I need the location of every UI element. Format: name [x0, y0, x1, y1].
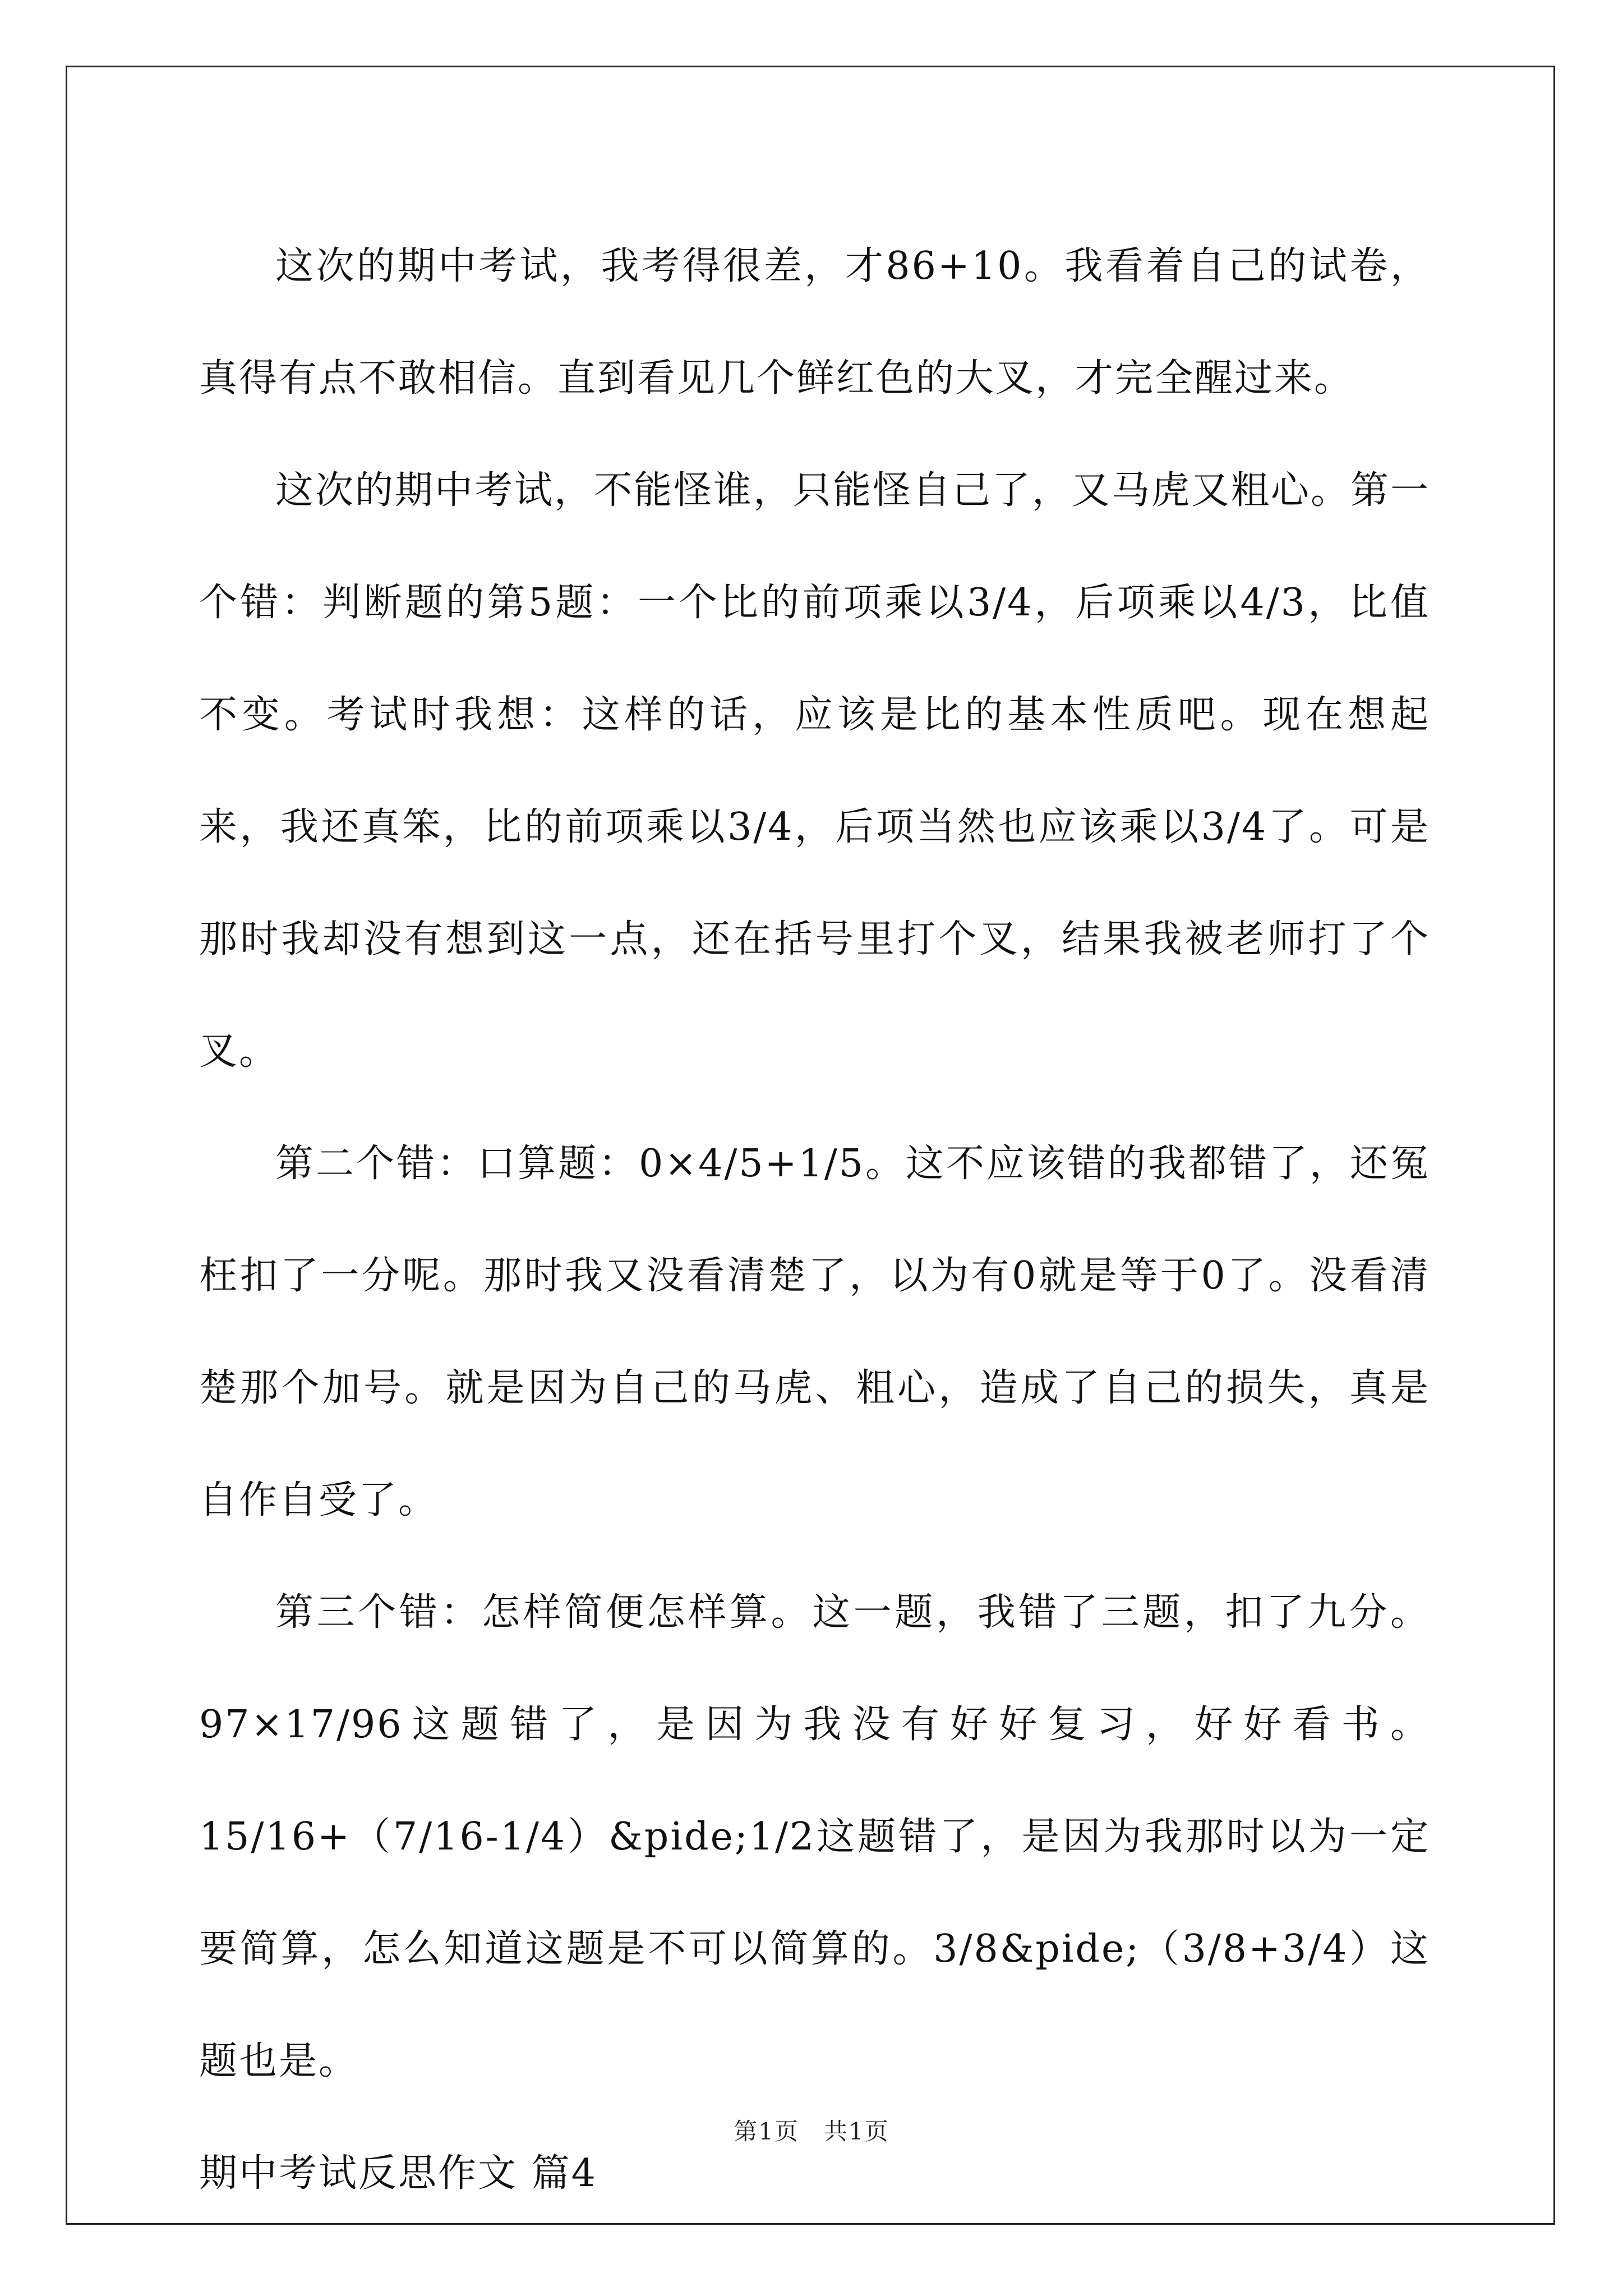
page-number-footer: 第1页 共1页: [734, 2118, 889, 2145]
paragraph-3: 第二个错：口算题：0×4/5+1/5。这不应该错的我都错了，还冤枉扣了一分呢。那时我又没看清楚了，以为有0就是等于0了。没看清楚那个加号。就是因为自己的马虎、粗心，造成了自己的损失，真是自作自受了。: [199, 1142, 1430, 1522]
section-heading: 期中考试反思作文 篇4: [199, 2151, 597, 2196]
paragraph-2: 这次的期中考试，不能怪谁，只能怪自己了，又马虎又粗心。第一个错：判断题的第5题：一个比的前项乘以3/4，后项乘以4/3，比值不变。考试时我想：这样的话，应该是比的基本性质吧。现在想起来，我还真笨，比的前项乘以3/4，后项当然也应该乘以3/4了。可是那时我却没有想到这一点，还在括号里打个叉，结果我被老师打了个叉。: [199, 468, 1431, 1074]
paragraph-1: 这次的期中考试，我考得很差，才86+10。我看着自己的试卷，真得有点不敢相信。直到看见几个鲜红色的大叉，才完全醒过来。: [199, 244, 1430, 401]
paragraph-4: 第三个错：怎样简便怎样算。这一题，我错了三题，扣了九分。97×17/96这题错了，是因为我没有好好复习，好好看书。15/16+（7/16-1/4）&pide;1/2这题错了，是因为我那时以为一定要简算，怎么知道这题是不可以简算的。3/8&pide;（3/8+3/4）这题也是。: [199, 1590, 1430, 2083]
document-body: [199, 210, 1430, 2230]
